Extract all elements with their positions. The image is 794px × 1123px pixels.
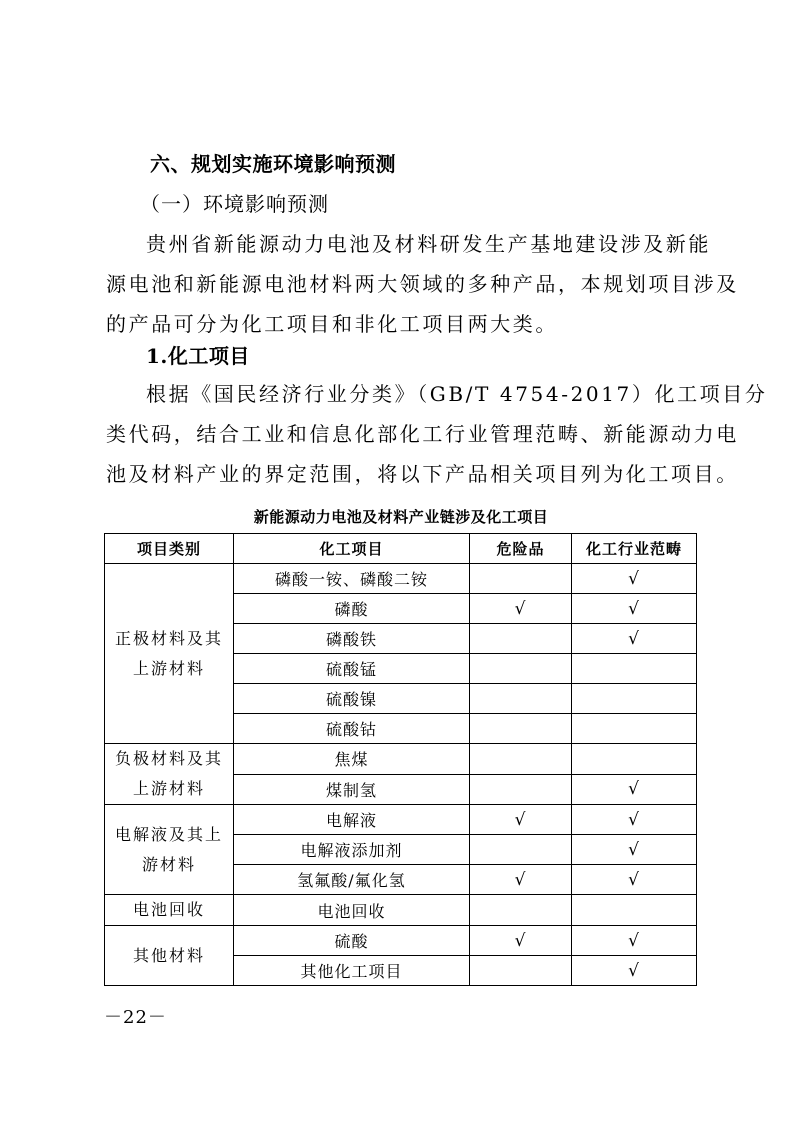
scope-cell: √ <box>572 774 697 805</box>
scope-cell <box>572 895 697 926</box>
scope-cell: √ <box>572 564 697 594</box>
item-cell: 电解液 <box>234 805 470 835</box>
category-line: 上游材料 <box>132 779 205 798</box>
item-cell: 硫酸 <box>234 926 470 956</box>
hazard-cell <box>470 654 572 684</box>
item-cell: 硫酸钴 <box>234 714 470 744</box>
category-cell: 其他材料 <box>105 926 234 986</box>
item-cell: 煤制氢 <box>234 774 470 805</box>
chem-line-1: 根据《国民经济行业分类》（GB/T 4754-2017）化工项目分 <box>146 382 768 406</box>
table-row <box>105 926 697 956</box>
scope-cell <box>572 684 697 714</box>
table-row <box>105 564 697 594</box>
hazard-cell <box>470 774 572 805</box>
item-cell: 电池回收 <box>234 895 470 926</box>
intro-paragraph <box>106 224 739 344</box>
table-row <box>105 744 697 775</box>
item-cell: 电解液添加剂 <box>234 835 470 865</box>
scope-cell: √ <box>572 624 697 654</box>
hazard-cell <box>470 895 572 926</box>
hazard-cell: √ <box>470 805 572 835</box>
header-scope: 化工行业范畴 <box>572 534 697 564</box>
scope-cell: √ <box>572 865 697 895</box>
hazard-cell <box>470 714 572 744</box>
header-project: 化工项目 <box>234 534 470 564</box>
hazard-cell <box>470 744 572 775</box>
table-row <box>105 895 697 926</box>
category-line: 电解液及其上 <box>114 824 223 844</box>
hazard-cell <box>470 956 572 986</box>
scope-cell <box>572 654 697 684</box>
table-header-row <box>105 534 697 564</box>
category-line: 游材料 <box>141 854 196 874</box>
scope-cell: √ <box>572 835 697 865</box>
hazard-cell: √ <box>470 926 572 956</box>
intro-line-2: 源电池和新能源电池材料两大领域的多种产品，本规划项目涉及 <box>106 272 739 296</box>
hazard-cell <box>470 835 572 865</box>
chem-paragraph <box>106 374 768 494</box>
item-cell: 氢氟酸/氟化氢 <box>234 865 470 895</box>
item-cell: 磷酸一铵、磷酸二铵 <box>234 564 470 594</box>
scope-cell <box>572 744 697 775</box>
category-cell <box>105 744 234 805</box>
item-cell: 其他化工项目 <box>234 956 470 986</box>
scope-cell <box>572 714 697 744</box>
item-cell: 硫酸镍 <box>234 684 470 714</box>
header-category: 项目类别 <box>105 534 234 564</box>
header-hazard: 危险品 <box>470 534 572 564</box>
intro-line-1: 贵州省新能源动力电池及材料研发生产基地建设涉及新能 <box>146 232 711 256</box>
chem-line-3: 池及材料产业的界定范围，将以下产品相关项目列为化工项目。 <box>106 462 739 486</box>
scope-cell: √ <box>572 594 697 624</box>
table-caption: 新能源动力电池及材料产业链涉及化工项目 <box>253 508 549 526</box>
scope-cell: √ <box>572 926 697 956</box>
category-line: 正极材料及其 <box>114 628 223 648</box>
item-cell: 磷酸铁 <box>234 624 470 654</box>
category-line: 上游材料 <box>132 658 205 678</box>
hazard-cell <box>470 564 572 594</box>
chem-line-2: 类代码，结合工业和信息化部化工行业管理范畴、新能源动力电 <box>106 422 739 446</box>
item-cell: 硫酸锰 <box>234 654 470 684</box>
section-heading: 六、规划实施环境影响预测 <box>150 152 396 176</box>
hazard-cell: √ <box>470 594 572 624</box>
scope-cell: √ <box>572 956 697 986</box>
category-cell: 电池回收 <box>105 895 234 926</box>
page-number: －22－ <box>104 1007 167 1028</box>
category-line: 负极材料及其 <box>114 749 223 768</box>
intro-line-3: 的产品可分为化工项目和非化工项目两大类。 <box>106 312 558 336</box>
hazard-cell <box>470 684 572 714</box>
subsection-heading: （一）环境影响预测 <box>140 192 329 216</box>
category-cell <box>105 564 234 744</box>
hazard-cell: √ <box>470 865 572 895</box>
scope-cell: √ <box>572 805 697 835</box>
hazard-cell <box>470 624 572 654</box>
item-cell: 磷酸 <box>234 594 470 624</box>
table-row <box>105 805 697 835</box>
item-cell: 焦煤 <box>234 744 470 775</box>
category-cell <box>105 805 234 895</box>
chemical-projects-table <box>104 533 697 986</box>
subsubsection-heading: 1.化工项目 <box>146 344 250 368</box>
